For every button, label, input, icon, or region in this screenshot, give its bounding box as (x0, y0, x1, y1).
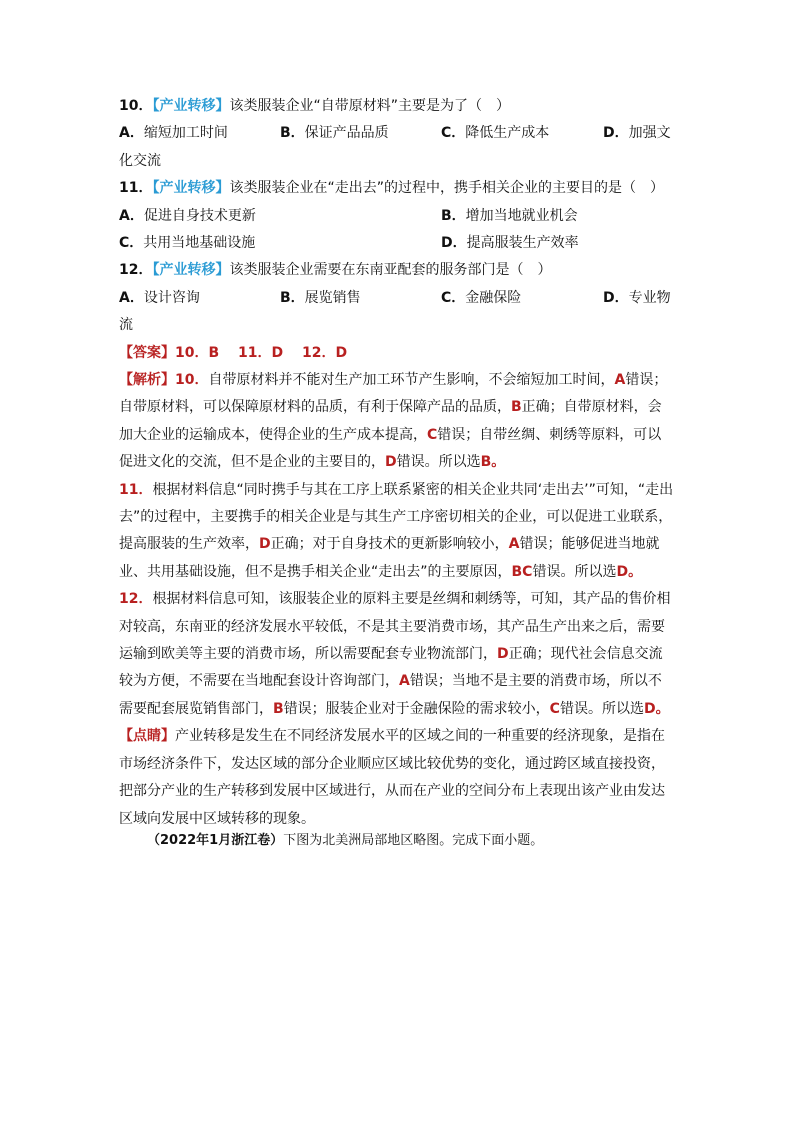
analysis-12-line-4: 较为方便，不需要在当地配套设计咨询部门，A错误；当地不是主要的消费市场，所以不 (119, 673, 662, 690)
option-a: A．缩短加工时间 (119, 125, 228, 142)
question-number: 11． (119, 180, 153, 197)
question-text: 该类服装企业在“走出去”的过程中，携手相关企业的主要目的是（ ） (229, 180, 664, 197)
option-c: C．金融保险 (441, 289, 522, 306)
option-c: C．共用当地基础设施 (119, 235, 256, 251)
analysis-label: 【解析】 (119, 372, 175, 388)
analysis-10-line-3: 加大企业的运输成本，使得企业的生产成本提高，C错误；自带丝绸、刺绣等原料，可以 (119, 426, 662, 443)
analysis-11-line-1: 11．根据材料信息“同时携手与其在工序上联系紧密的相关企业共同‘走出去’”可知，“走出 (119, 481, 674, 498)
option-d-wrap: 流 (119, 317, 133, 334)
question-number: 10． (119, 98, 153, 114)
question-11-stem (119, 175, 669, 202)
analysis-10-line-2: 自带原材料，可以保障原材料的品质，有利于保障产品的品质，B正确；自带原材料，会 (119, 399, 662, 416)
intro-text: 下图为北美洲局部地区略图。完成下面小题。 (283, 833, 544, 848)
answer-label: 【答案】 (119, 344, 175, 361)
question-text: 该类服装企业“自带原材料”主要是为了（ ） (229, 98, 510, 114)
question-11-options-row-2 (119, 230, 669, 257)
topic-tag: 【产业转移】 (152, 98, 230, 114)
option-a: A．促进自身技术更新 (119, 207, 256, 224)
analysis-11-line-4: 业、共用基础设施，但不是携手相关企业“走出去”的主要原因，BC错误。所以选D。 (119, 563, 643, 580)
analysis-number: 12． (119, 591, 153, 608)
question-number: 12． (119, 262, 153, 279)
option-d: D．提高服装生产效率 (441, 235, 579, 251)
analysis-10-line-1: 【解析】10．自带原材料并不能对生产加工环节产生影响，不会缩短加工时间，A错误； (119, 372, 668, 388)
answer-text: 10．B 11．D 12．D (175, 344, 348, 361)
comment-label: 【点睛】 (119, 728, 175, 745)
analysis-12-line-3: 运输到欧美等主要的消费市场，所以需要配套专业物流部门，D正确；现代社会信息交流 (119, 646, 663, 663)
analysis-11-line-3: 提高服装的生产效率，D正确；对于自身技术的更新影响较小，A错误；能够促进当地就 (119, 536, 660, 553)
option-d: D．专业物 (603, 289, 671, 306)
option-b: B．展览销售 (280, 289, 361, 306)
option-d-wrap: 化交流 (119, 152, 161, 169)
topic-tag: 【产业转移】 (152, 262, 230, 279)
question-12-options (119, 285, 669, 312)
next-question-intro (147, 829, 543, 853)
analysis-number: 11． (119, 481, 153, 498)
answer-line (119, 340, 669, 367)
question-block (119, 93, 674, 833)
comment-line-1: 【点睛】产业转移是发生在不同经济发展水平的区域之间的一种重要的经济现象，是指在 (119, 728, 665, 745)
analysis-12-line-2: 对较高，东南亚的经济发展水平较低，不是其主要消费市场，其产品生产出来之后，需要 (119, 618, 665, 635)
option-d: D．加强文 (603, 125, 671, 142)
comment-line-2: 市场经济条件下，发达区域的部分企业顺应区域比较优势的变化，通过跨区域直接投资， (119, 755, 665, 772)
analysis-number: 10． (175, 372, 209, 388)
exam-source: （2022年1月浙江卷） (147, 833, 284, 848)
question-10-stem (119, 93, 669, 120)
option-b: B．增加当地就业机会 (441, 207, 578, 224)
comment-line-4: 区域向发展中区域转移的现象。 (119, 810, 315, 827)
question-text: 该类服装企业需要在东南亚配套的服务部门是（ ） (229, 262, 552, 279)
analysis-12-line-5: 需要配套展览销售部门，B错误；服装企业对于金融保险的需求较小，C错误。所以选D。 (119, 700, 670, 717)
comment-line-3: 把部分产业的生产转移到发展中区域进行，从而在产业的空间分布上表现出该产业由发达 (119, 783, 665, 800)
analysis-10-line-4: 促进文化的交流，但不是企业的主要目的，D错误。所以选B。 (119, 454, 506, 471)
option-a: A．设计咨询 (119, 289, 200, 306)
question-12-stem (119, 257, 669, 284)
option-c: C．降低生产成本 (441, 125, 550, 142)
question-11-options-row-1 (119, 203, 669, 230)
topic-tag: 【产业转移】 (152, 180, 230, 197)
analysis-11-line-2: 去”的过程中，主要携手的相关企业是与其生产工序密切相关的企业，可以促进工业联系， (119, 509, 673, 526)
question-10-options (119, 120, 669, 147)
analysis-12-line-1: 12．根据材料信息可知，该服装企业的原料主要是丝绸和刺绣等，可知，其产品的售价相 (119, 591, 671, 608)
option-b: B．保证产品品质 (280, 125, 389, 142)
